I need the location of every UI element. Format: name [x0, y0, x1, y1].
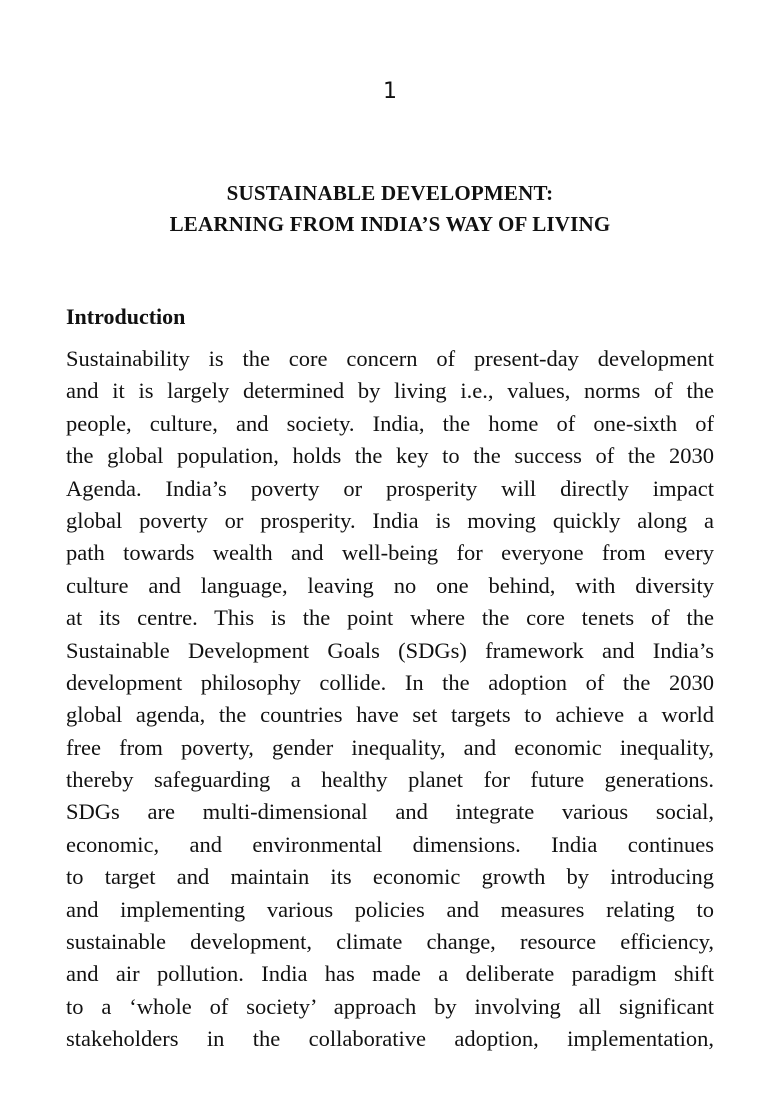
text-line: SDGs are multi-dimensional and integrate various social,	[66, 799, 714, 825]
text-line: global poverty or prosperity. India is moving quickly along a	[66, 507, 714, 533]
text-line: path towards wealth and well-being for everyone from every	[66, 540, 714, 566]
text-line: people, culture, and society. India, the home of one-sixth of	[66, 410, 714, 436]
text-line: at its centre. This is the point where the core tenets of the	[66, 605, 714, 631]
section-heading: Introduction	[66, 304, 186, 329]
page-number: 1	[383, 79, 397, 104]
text-line: Sustainability is the core concern of present-day development	[66, 346, 714, 371]
text-line: thereby safeguarding a healthy planet for future generations.	[66, 767, 714, 793]
text-line: Agenda. India’s poverty or prosperity will directly impact	[66, 475, 714, 501]
body-paragraph	[66, 343, 714, 1056]
text-line: to target and maintain its economic growth by introducing	[66, 864, 714, 890]
text-line: Sustainable Development Goals (SDGs) framework and India’s	[66, 637, 714, 663]
text-line: economic, and environmental dimensions. India continues	[66, 831, 714, 857]
text-line: stakeholders in the collaborative adoption, implementation,	[66, 1026, 714, 1052]
text-line: development philosophy collide. In the adoption of the 2030	[66, 669, 714, 695]
text-line: culture and language, leaving no one behind, with diversity	[66, 572, 714, 598]
text-line: sustainable development, climate change, resource efficiency,	[66, 929, 714, 955]
text-line: global agenda, the countries have set targets to achieve a world	[66, 702, 714, 728]
chapter-title-line-2: LEARNING FROM INDIA’S WAY OF LIVING	[169, 212, 611, 236]
text-line: and air pollution. India has made a deliberate paradigm shift	[66, 961, 714, 987]
text-line: to a ‘whole of society’ approach by involving all significant	[66, 993, 714, 1019]
text-line: and it is largely determined by living i.e., values, norms of the	[66, 378, 714, 404]
chapter-title-line-1: SUSTAINABLE DEVELOPMENT:	[226, 181, 554, 205]
text-line: free from poverty, gender inequality, and economic inequality,	[66, 734, 714, 760]
text-line: and implementing various policies and measures relating to	[66, 896, 714, 922]
text-line: the global population, holds the key to the success of the 2030	[66, 443, 714, 469]
chapter-title	[0, 178, 780, 240]
